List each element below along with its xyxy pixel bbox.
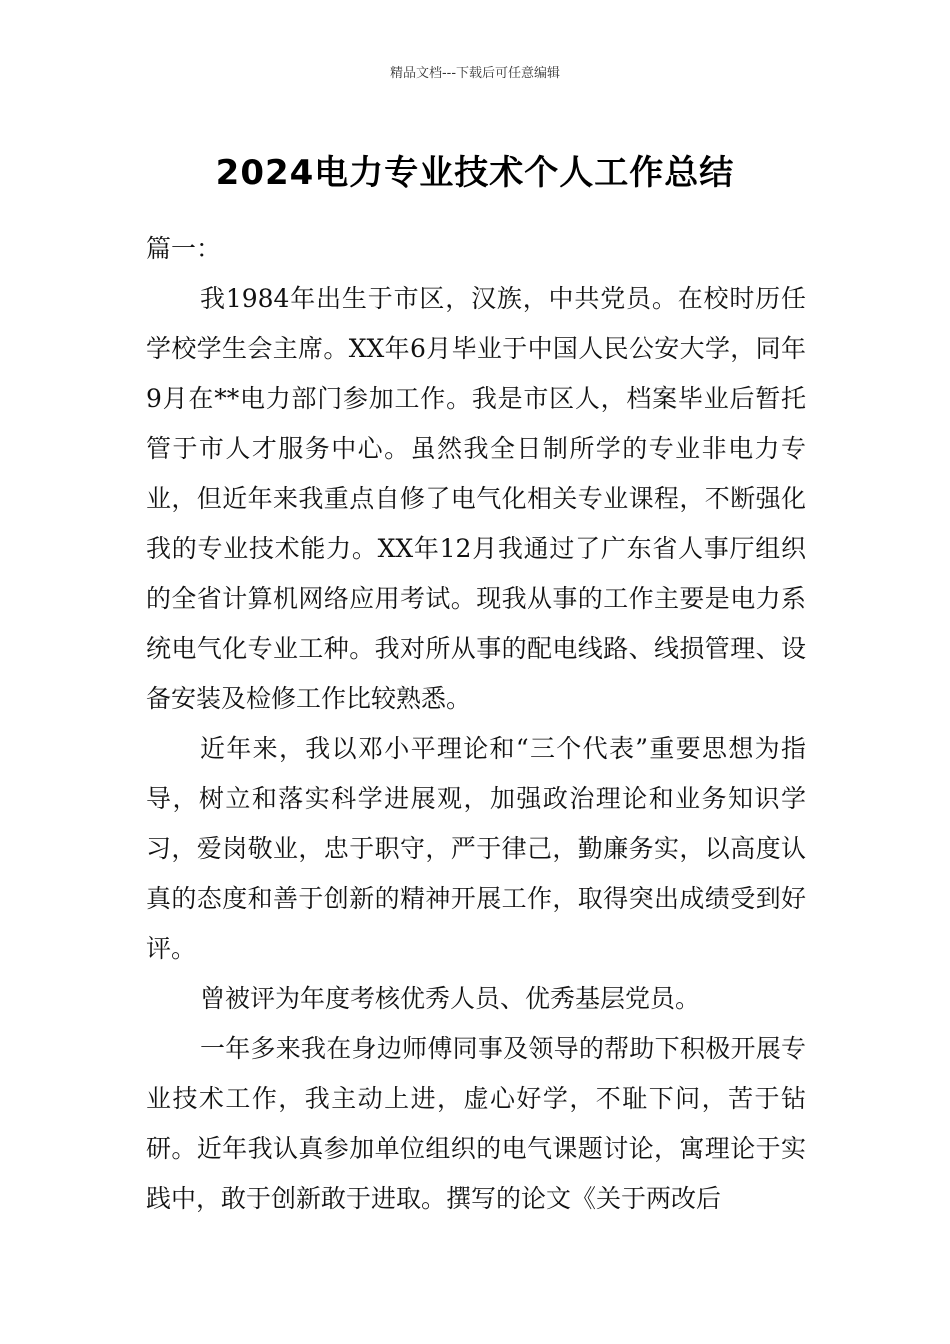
- paragraph-honors: 曾被评为年度考核优秀人员、优秀基层党员。: [200, 984, 701, 1013]
- paragraph-recent-work: 近年来，我以邓小平理论和“三个代表”重要思想为指导，树立和落实科学进展观，加强政治理论和业务知识学习，爱岗敬业，忠于职守，严于律己，勤廉务实，以高度认真的态度和善于创新的精神开展工作，取得突出成绩受到好评。: [146, 734, 806, 963]
- paragraph-personal-background: 我1984年出生于市区，汉族，中共党员。在校时历任学校学生会主席。XX年6月毕业于中国人民公安大学，同年9月在**电力部门参加工作。我是市区人，档案毕业后暂托管于市人才服务中心。虽然我全日制所学的专业非电力专业，但近年来我重点自修了电气化相关专业课程，不断强化我的专业技术能力。XX年12月我通过了广东省人事厅组织的全省计算机网络应用考试。现我从事的工作主要是电力系统电气化专业工种。我对所从事的配电线路、线损管理、设备安装及检修工作比较熟悉。: [146, 284, 806, 713]
- header-note: 精品文档---下载后可任意编辑: [389, 66, 561, 81]
- document-title: 2024电力专业技术个人工作总结: [215, 152, 735, 193]
- document-body: [146, 224, 806, 1224]
- section-label: 篇一：: [146, 234, 222, 263]
- paragraph-technical-work: 一年多来我在身边师傅同事及领导的帮助下积极开展专业技术工作，我主动上进，虚心好学，不耻下问，苦于钻研。近年我认真参加单位组织的电气课题讨论，寓理论于实践中，敢于创新敢于进取。撰写的论文《关于两改后: [146, 1034, 806, 1213]
